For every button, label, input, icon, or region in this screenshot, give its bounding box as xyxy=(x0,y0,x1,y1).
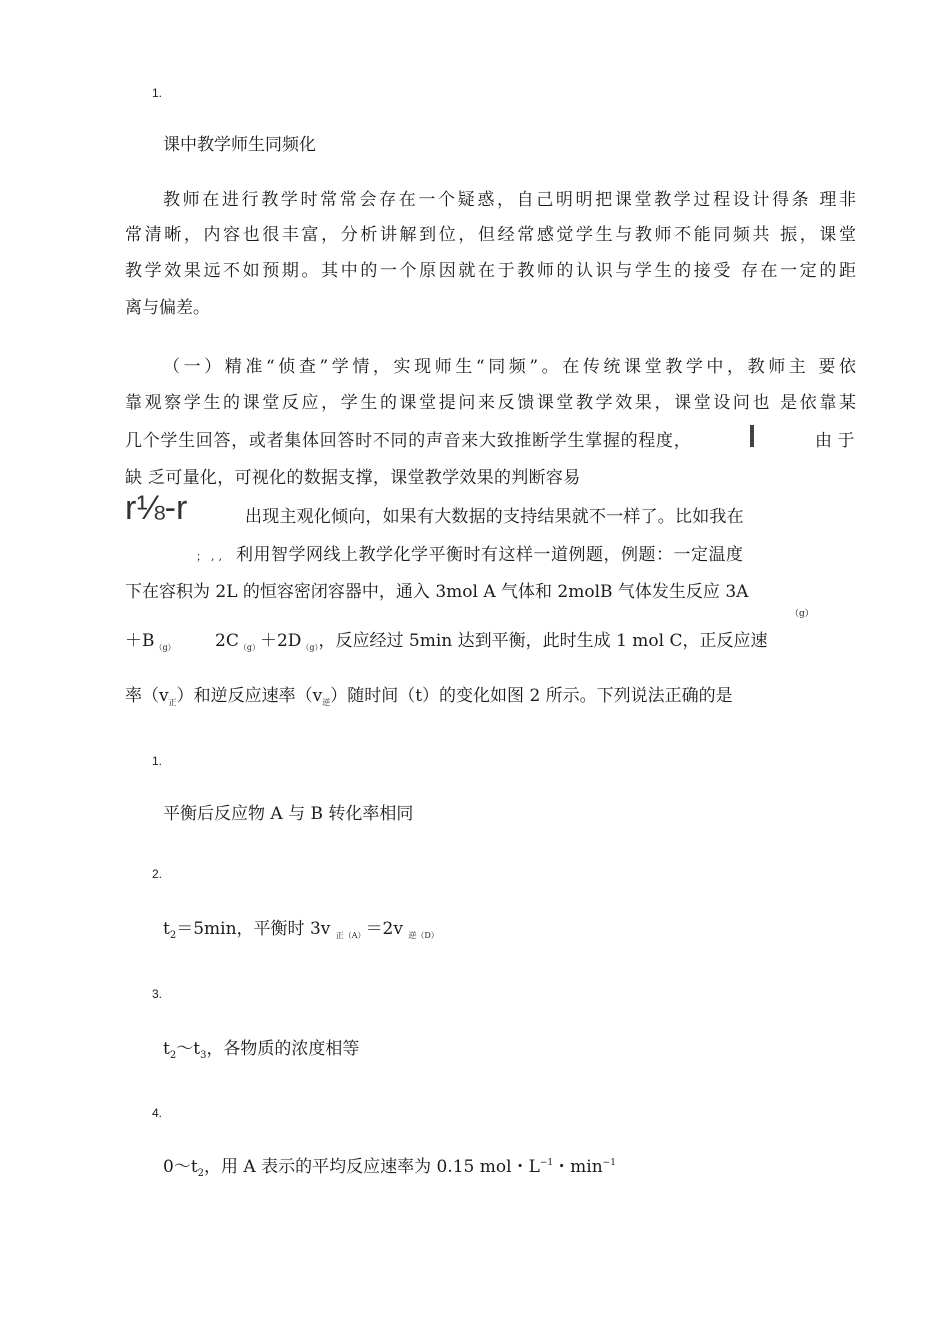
subscript: 2 xyxy=(169,1050,177,1061)
state-subscript: （g） xyxy=(238,643,260,652)
paragraph-line: 教学效果远不如预期。其中的一个原因就在于教师的认识与学生的接受 存在一定的距 xyxy=(125,261,856,281)
paragraph-line: ，反应经过 5min 达到平衡，此时生成 1 mol C，正反应速 xyxy=(318,631,768,651)
equation-line xyxy=(215,630,768,655)
option-text xyxy=(163,1038,359,1063)
subscript: 逆 xyxy=(322,698,331,707)
subscript: 正（A） xyxy=(335,931,366,940)
equation-line xyxy=(125,630,176,655)
vertical-bar-artifact xyxy=(750,425,754,447)
list-marker: 1. xyxy=(152,754,163,768)
paragraph-line: 出现主观化倾向，如果有大数据的支持结果就不一样了。比如我在 xyxy=(245,507,744,527)
text-run: ，用 A 表示的平均反应速率为 0.15 mol・L xyxy=(204,1157,540,1177)
state-subscript: （g） xyxy=(790,609,814,619)
equation-term: 2C xyxy=(215,631,239,651)
list-marker: 3. xyxy=(152,987,163,1001)
state-subscript: （g） xyxy=(154,643,176,652)
text-run: t xyxy=(163,919,170,939)
text-run: 率（v xyxy=(125,686,169,706)
paragraph-line: （一）精准“侦查”学情，实现师生“同频”。在传统课堂教学中，教师主 要依 xyxy=(163,357,856,377)
list-marker: 2. xyxy=(152,867,163,881)
ocr-artifact-text: r⅛-r xyxy=(125,489,188,527)
punctuation-artifact: ；,, xyxy=(196,550,226,563)
text-run: ・min xyxy=(553,1157,603,1177)
paragraph-line: 缺 乏可量化，可视化的数据支撑，课堂教学效果的判断容易 xyxy=(125,468,581,488)
paragraph-line: 利用智学网线上教学化学平衡时有这样一道例题，例题：一定温度 xyxy=(236,545,744,565)
subscript: 2 xyxy=(197,1168,205,1179)
paragraph-line: 下在容积为 2L 的恒容密闭容器中，通入 3mol A 气体和 2molB 气体发生反应 3A xyxy=(125,582,749,602)
superscript: −1 xyxy=(602,1158,616,1168)
paragraph-line: 离与偏差。 xyxy=(125,298,210,318)
text-run: ＝2v xyxy=(365,919,409,939)
subscript: 逆（D） xyxy=(408,931,439,940)
subscript: 2 xyxy=(169,930,177,941)
list-marker: 1. xyxy=(152,86,163,100)
paragraph-line: 几个学生回答，或者集体回答时不同的声音来大致推断学生掌握的程度， xyxy=(125,431,692,451)
option-text: 平衡后反应物 A 与 B 转化率相同 xyxy=(163,804,414,824)
option-text xyxy=(163,918,439,943)
list-marker: 4. xyxy=(152,1106,163,1120)
section-heading: 课中教学师生同频化 xyxy=(163,135,316,155)
option-text xyxy=(163,1156,616,1181)
text-run: ～t xyxy=(176,1039,201,1059)
superscript: −1 xyxy=(539,1158,554,1168)
paragraph-line: 靠观察学生的课堂反应，学生的课堂提问来反馈课堂教学效果，课堂设问也 是依靠某 xyxy=(125,393,856,413)
text-run: ＝5min，平衡时 3v xyxy=(176,919,336,939)
text-run: t xyxy=(163,1039,170,1059)
text-run: ）随时间（t）的变化如图 2 所示。下列说法正确的是 xyxy=(330,686,733,706)
equation-term: ＋2D xyxy=(259,631,302,651)
state-subscript: （g） xyxy=(301,643,319,652)
paragraph-line: 常清晰，内容也很丰富，分析讲解到位，但经常感觉学生与教师不能同频共 振，课堂 xyxy=(125,225,856,245)
paragraph-line xyxy=(125,685,733,710)
paragraph-line: 教师在进行教学时常常会存在一个疑惑，自己明明把课堂教学过程设计得条 理非 xyxy=(163,190,856,210)
subscript: 3 xyxy=(200,1050,207,1061)
text-run: ，各物质的浓度相等 xyxy=(206,1039,360,1059)
subscript: 正 xyxy=(168,698,177,707)
text-run: ）和逆反应速率（v xyxy=(176,686,323,706)
equation-term: ＋B xyxy=(125,631,155,651)
text-run: 0～t xyxy=(163,1157,198,1177)
paragraph-line: 由 于 xyxy=(815,431,855,451)
